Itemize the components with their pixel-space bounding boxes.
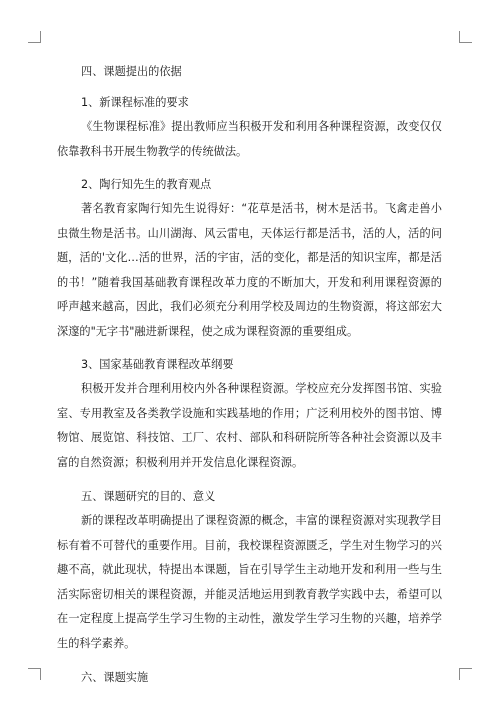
section-4-heading: 四、课题提出的依据 (81, 65, 182, 78)
section-5-paragraph: 新的课程改革明确提出了课程资源的概念，丰富的课程资源对实现教学目标有着不可替代的重要作用。目前，我校课程资源匮乏，学生对生物学习的兴趣不高，就此现状，特提出本课题，旨在引导学生主动地开发和利用一些与生活实际密切相关的课程资源，并能灵活地运用到教育教学实践中去，希望可以在一定程度上提高学生学习生物的主动性，激发学生学习生物的兴趣，培养学生的科学素养。 (57, 514, 442, 650)
crop-mark-bottom-right-h (460, 668, 472, 669)
document-body (57, 64, 442, 685)
subsection-3-paragraph: 积极开发并合理利用校内外各种课程资源。学校应充分发挥图书馆、实验室、专用教室及各类教学设施和实践基地的作用；广泛利用校外的图书馆、博物馆、展览馆、科技馆、工厂、农村、部队和科研院所等各种社会资源以及丰富的自然资源；积极利用并开发信息化课程资源。 (57, 382, 442, 469)
crop-mark-top-left-v (40, 31, 41, 43)
subsection-1-heading: 1、新课程标准的要求 (81, 96, 189, 109)
section-5-heading: 五、课题研究的目的、意义 (81, 490, 216, 503)
crop-mark-bottom-right-v (459, 668, 460, 680)
subsection-2-heading: 2、陶行知先生的教育观点 (81, 178, 212, 191)
section-6-heading: 六、课题实施 (81, 671, 149, 684)
crop-mark-bottom-left-h (28, 668, 40, 669)
crop-mark-top-left-h (28, 42, 40, 43)
subsection-1-paragraph: 《生物课程标准》提出教师应当积极开发和利用各种课程资源，改变仅仅依靠教科书开展生物教学的传统做法。 (57, 120, 442, 158)
crop-mark-bottom-left-v (40, 668, 41, 680)
subsection-2-paragraph: 著名教育家陶行知先生说得好：“花草是活书，树木是活书。飞禽走兽小虫微生物是活书。山川湖海、风云雷电，天体运行都是活书，活的人，活的问题，活的'文化…活的世界，活的宇宙，活的变化，都是活的知识宝库，都是活的书！”随着我国基础教育课程改革力度的不断加大，开发和利用课程资源的呼声越来越高，因此，我们必须充分利用学校及周边的生物资源，将这部宏大深邃的"无字书"融进新课程，使之成为课程资源的重要组成。 (57, 202, 442, 338)
subsection-3-heading: 3、国家基础教育课程改革纲要 (81, 358, 234, 371)
crop-mark-top-right-h (460, 42, 472, 43)
